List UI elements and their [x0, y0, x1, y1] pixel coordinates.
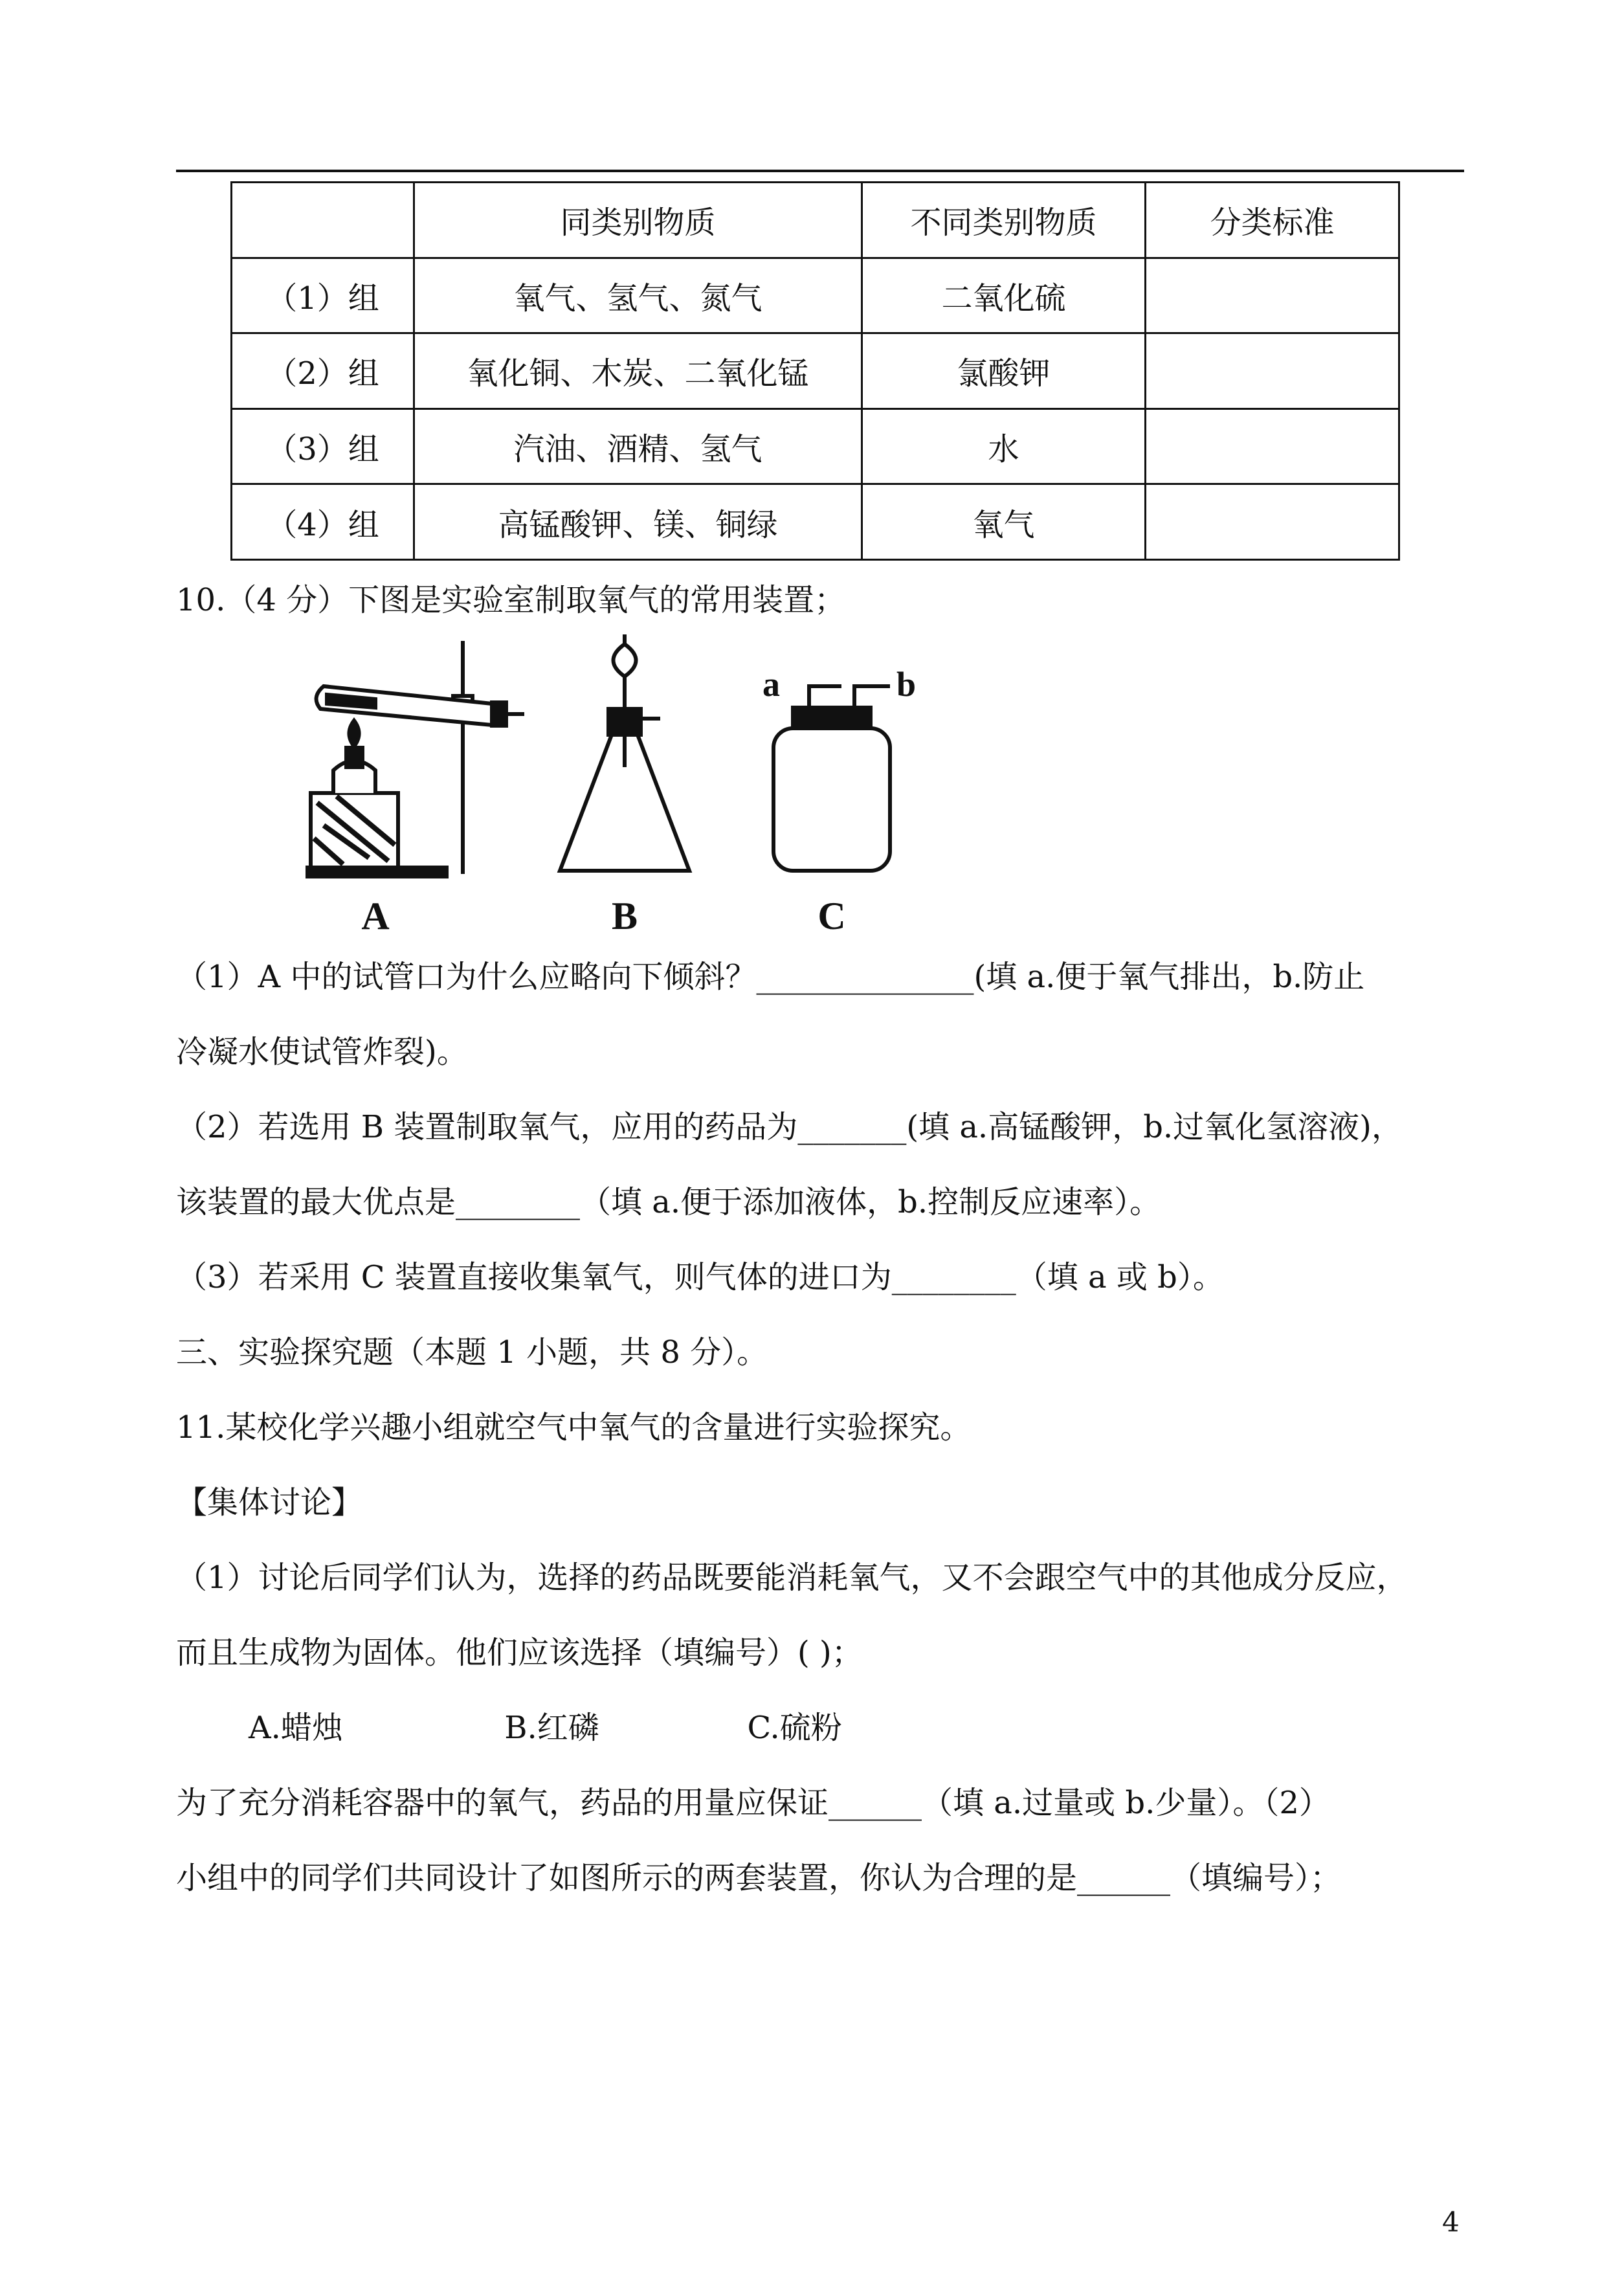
table-row	[232, 258, 1399, 333]
question-11-title: 11.某校化学兴趣小组就空气中氧气的含量进行实验探究。	[176, 1409, 972, 1446]
oxygen-apparatus-figure	[298, 631, 1036, 942]
table-header-cell	[232, 183, 414, 258]
q11-part2-line2: 小组中的同学们共同设计了如图所示的两套装置，你认为合理的是______（填编号）；	[176, 1860, 1342, 1896]
standard-cell[interactable]	[1146, 484, 1399, 560]
different-class-cell: 氯酸钾	[862, 333, 1146, 409]
question-10-title: 10.（4 分）下图是实验室制取氧气的常用装置；	[176, 582, 846, 618]
group-cell: （4）组	[232, 484, 414, 560]
choice-a: A.蜡烛	[249, 1710, 343, 1746]
table-header-cell: 分类标准	[1146, 183, 1399, 258]
choice-b: B.红磷	[504, 1710, 599, 1746]
group-discussion-heading: 【集体讨论】	[176, 1484, 363, 1521]
standard-cell[interactable]	[1146, 258, 1399, 333]
same-class-cell: 氧气、氢气、氮气	[414, 258, 862, 333]
q11-part1-line1: （1）讨论后同学们认为，选择的药品既要能消耗氧气，又不会跟空气中的其他成分反应，	[176, 1560, 1408, 1596]
q10-part2-line2: 该装置的最大优点是________（填 a.便于添加液体，b.控制反应速率）。	[176, 1184, 1161, 1220]
table-row	[232, 408, 1399, 484]
q11-part1-line2: 而且生成物为固体。他们应该选择（填编号）( )；	[176, 1635, 863, 1671]
port-b-label: b	[896, 665, 917, 704]
same-class-cell: 高锰酸钾、镁、铜绿	[414, 484, 862, 560]
q10-part1-line2: 冷凝水使试管炸裂)。	[176, 1034, 468, 1070]
different-class-cell: 二氧化硫	[862, 258, 1146, 333]
choice-c: C.硫粉	[747, 1710, 842, 1746]
standard-cell[interactable]	[1146, 408, 1399, 484]
q10-part3: （3）若采用 C 装置直接收集氧气，则气体的进口为________（填 a 或 b）。	[176, 1259, 1224, 1295]
same-class-cell: 氧化铜、木炭、二氧化锰	[414, 333, 862, 409]
different-class-cell: 水	[862, 408, 1146, 484]
apparatus-b-label: B	[611, 895, 638, 937]
q11-choices	[249, 1703, 842, 1747]
header-rule	[176, 170, 1464, 172]
table-header-row	[232, 183, 1399, 258]
group-cell: （1）组	[232, 258, 414, 333]
q10-part1-line1: （1）A 中的试管口为什么应略向下倾斜？______________(填 a.便于氧气排出，b.防止	[176, 959, 1365, 995]
apparatus-a-label: A	[361, 895, 390, 937]
table-row	[232, 484, 1399, 560]
section-3-heading: 三、实验探究题（本题 1 小题，共 8 分）。	[176, 1334, 768, 1370]
apparatus-c-label: C	[818, 895, 846, 937]
table-header-cell: 同类别物质	[414, 183, 862, 258]
group-cell: （3）组	[232, 408, 414, 484]
different-class-cell: 氧气	[862, 484, 1146, 560]
apparatus-a-heating-setup	[307, 641, 524, 877]
same-class-cell: 汽油、酒精、氢气	[414, 408, 862, 484]
apparatus-b-flask	[560, 634, 689, 871]
standard-cell[interactable]	[1146, 333, 1399, 409]
port-a-label: a	[762, 665, 780, 704]
apparatus-c-gas-bottle	[773, 686, 890, 871]
classification-table	[230, 181, 1400, 561]
table-row	[232, 333, 1399, 409]
group-cell: （2）组	[232, 333, 414, 409]
q10-part2-line1: （2）若选用 B 装置制取氧气，应用的药品为_______(填 a.高锰酸钾，b.过氧化氢溶液)，	[176, 1109, 1403, 1145]
q11-part2-line1: 为了充分消耗容器中的氧气，药品的用量应保证______（填 a.过量或 b.少量）。（2）	[176, 1785, 1330, 1821]
page-number: 4	[1442, 2206, 1460, 2238]
table-header-cell: 不同类别物质	[862, 183, 1146, 258]
